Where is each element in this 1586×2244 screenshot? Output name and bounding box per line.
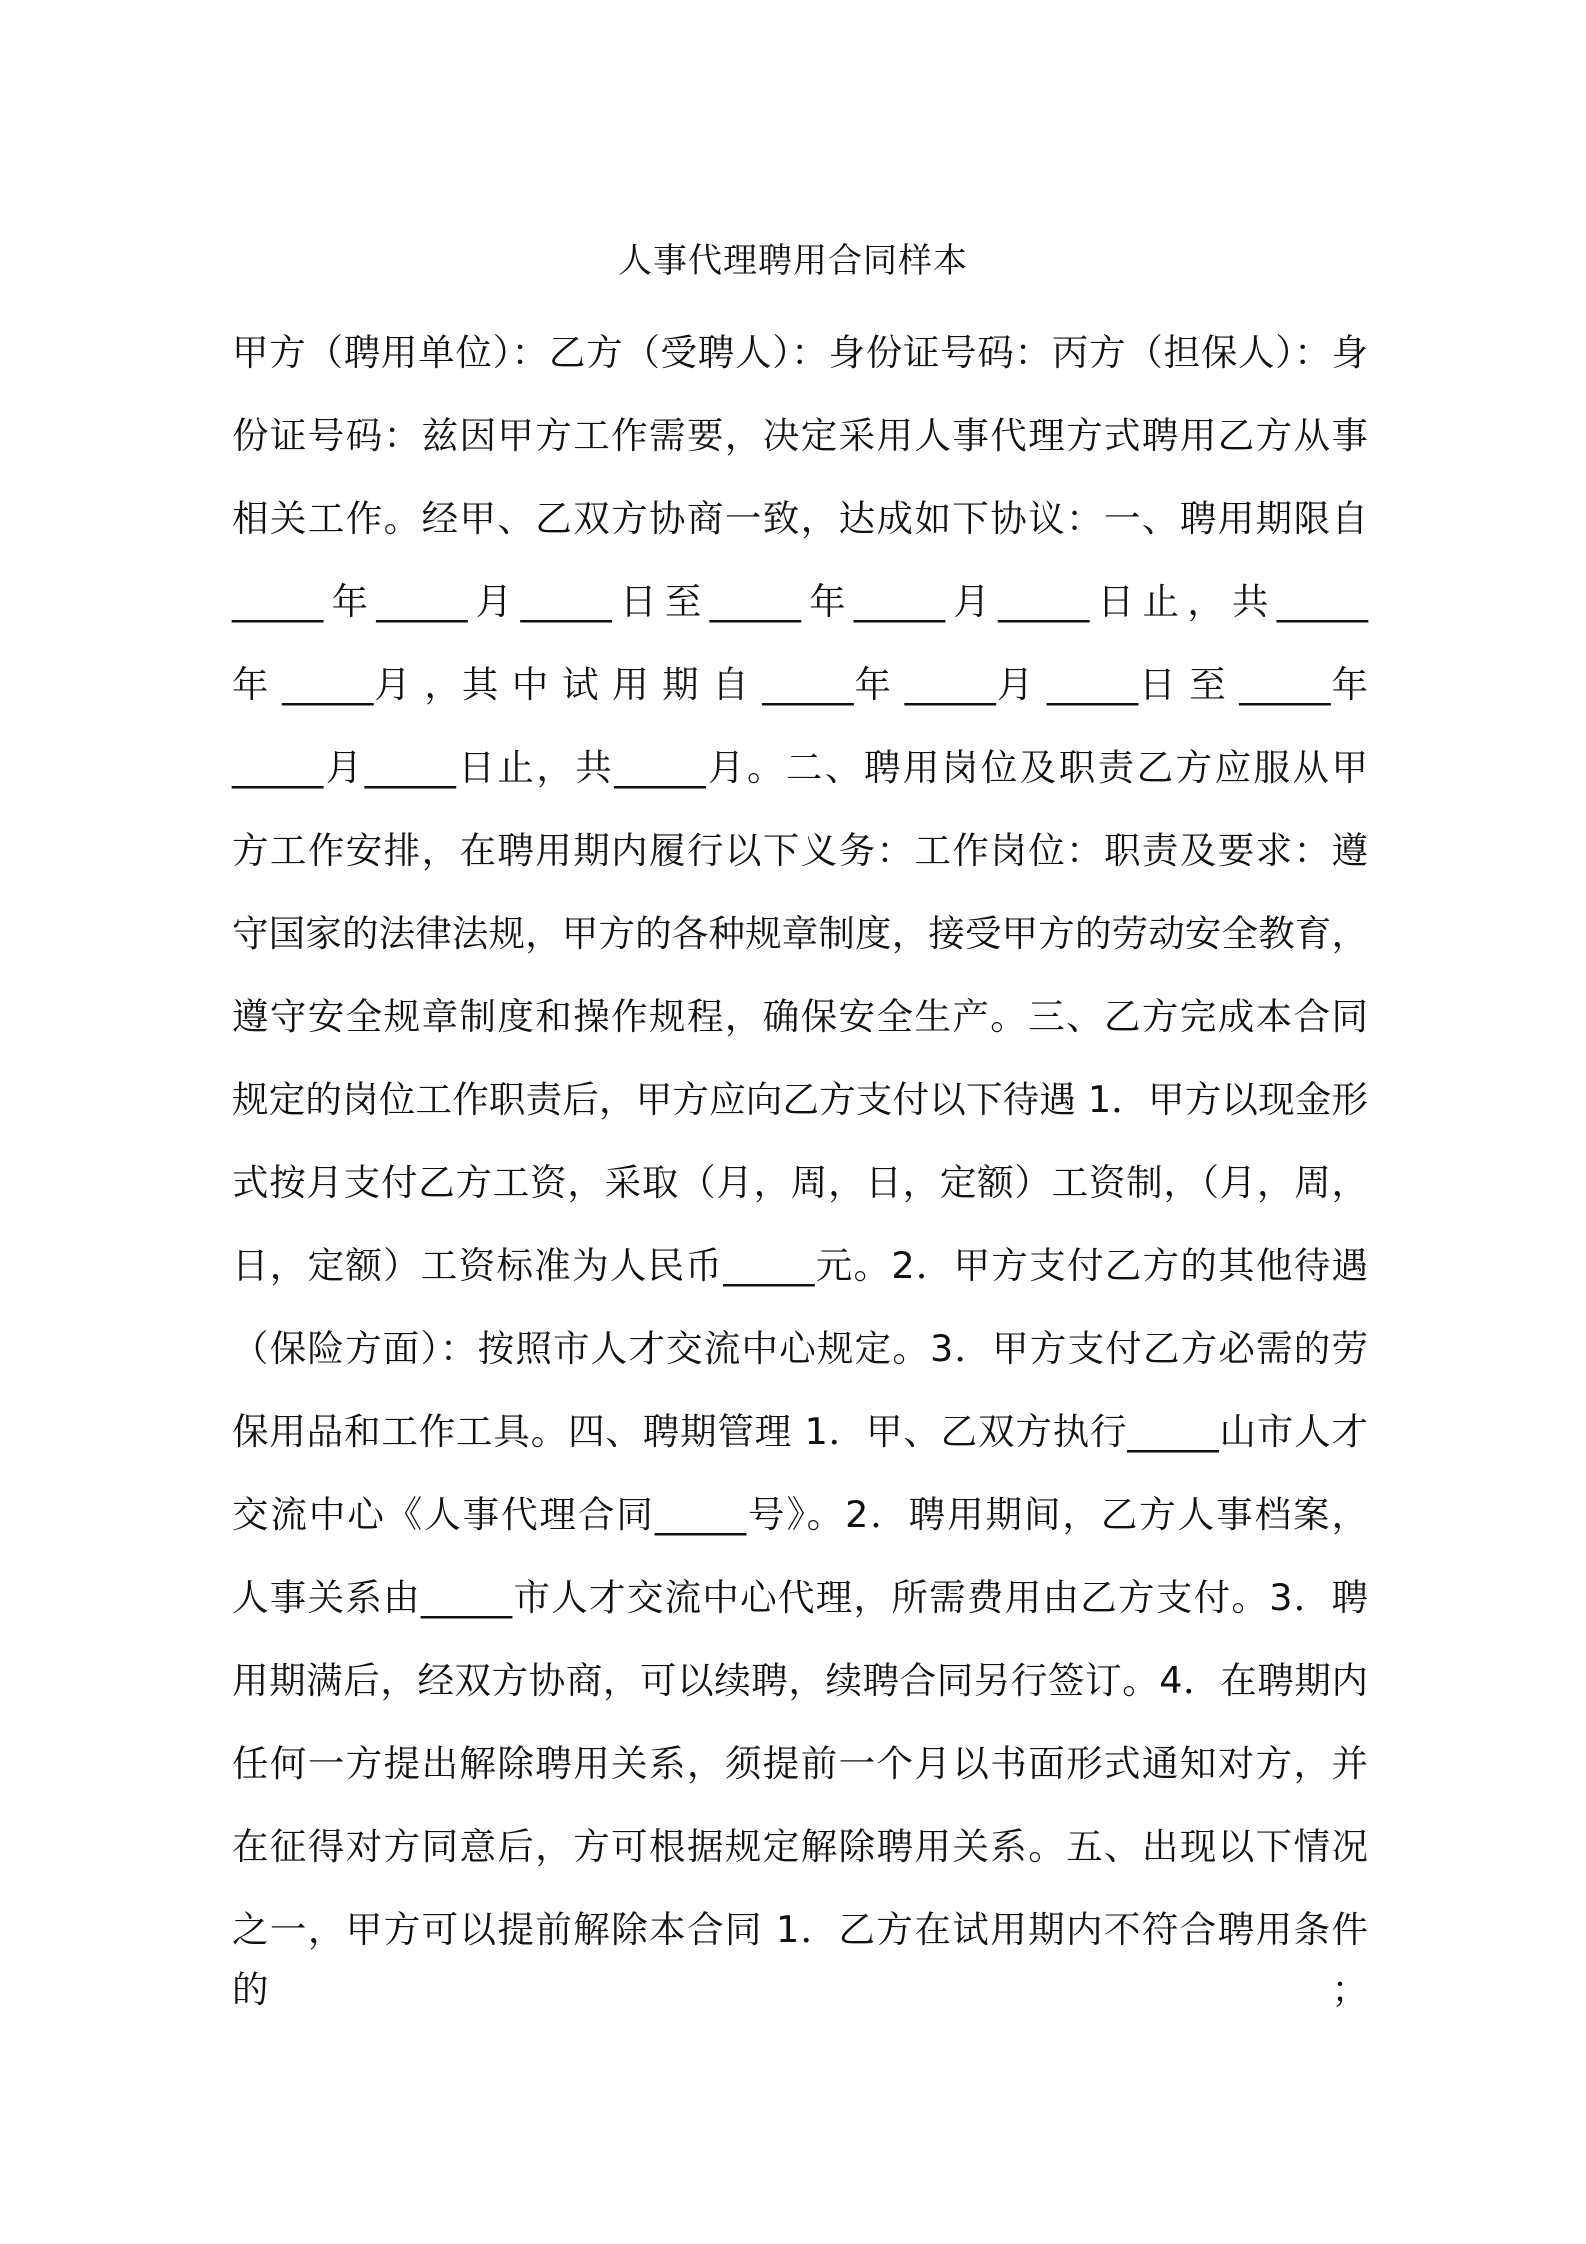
body-line: 在征得对方同意后，方可根据规定解除聘用关系。五、出现以下情况 [232, 1825, 1368, 1868]
body-line: 之一，甲方可以提前解除本合同 1．乙方在试用期内不符合聘用条件的； [232, 1908, 1368, 2011]
body-line: （保险方面）：按照市人才交流中心规定。3．甲方支付乙方必需的劳 [232, 1327, 1368, 1370]
body-line: 保用品和工作工具。四、聘期管理 1．甲、乙双方执行_____山市人才 [232, 1410, 1368, 1453]
body-line: 人事关系由_____市人才交流中心代理，所需费用由乙方支付。3．聘 [232, 1576, 1368, 1619]
document-title: 人事代理聘用合同样本 [618, 241, 968, 281]
body-line: 日，定额）工资标准为人民币_____元。2．甲方支付乙方的其他待遇 [232, 1244, 1368, 1287]
body-line: _____月_____日止，共_____月。二、聘用岗位及职责乙方应服从甲 [232, 746, 1368, 789]
body-line: 用期满后，经双方协商，可以续聘，续聘合同另行签订。4．在聘期内 [232, 1659, 1368, 1702]
body-line: _____年_____月_____日至_____年_____月_____日止，共_____ [232, 580, 1368, 623]
body-line: 甲方（聘用单位）：乙方（受聘人）：身份证号码：丙方（担保人）：身 [232, 331, 1368, 374]
body-line: 份证号码：兹因甲方工作需要，决定采用人事代理方式聘用乙方从事 [232, 414, 1368, 457]
body-line: 规定的岗位工作职责后，甲方应向乙方支付以下待遇 1．甲方以现金形 [232, 1078, 1368, 1121]
body-line: 相关工作。经甲、乙双方协商一致，达成如下协议：一、聘用期限自 [232, 497, 1368, 540]
body-line: 交流中心《人事代理合同_____号》。2．聘用期间，乙方人事档案， [232, 1493, 1368, 1536]
body-line: 年 _____月 ，其 中 试 用 期 自 _____年 _____月 _____日 至 _____年 [232, 663, 1368, 706]
body-line: 遵守安全规章制度和操作规程，确保安全生产。三、乙方完成本合同 [232, 995, 1368, 1038]
body-line: 方工作安排，在聘用期内履行以下义务：工作岗位：职责及要求：遵 [232, 829, 1368, 872]
body-line: 守国家的法律法规，甲方的各种规章制度，接受甲方的劳动安全教育， [232, 912, 1368, 955]
body-line: 式按月支付乙方工资，采取（月，周，日，定额）工资制，（月，周， [232, 1161, 1368, 1204]
body-line: 任何一方提出解除聘用关系，须提前一个月以书面形式通知对方，并 [232, 1742, 1368, 1785]
